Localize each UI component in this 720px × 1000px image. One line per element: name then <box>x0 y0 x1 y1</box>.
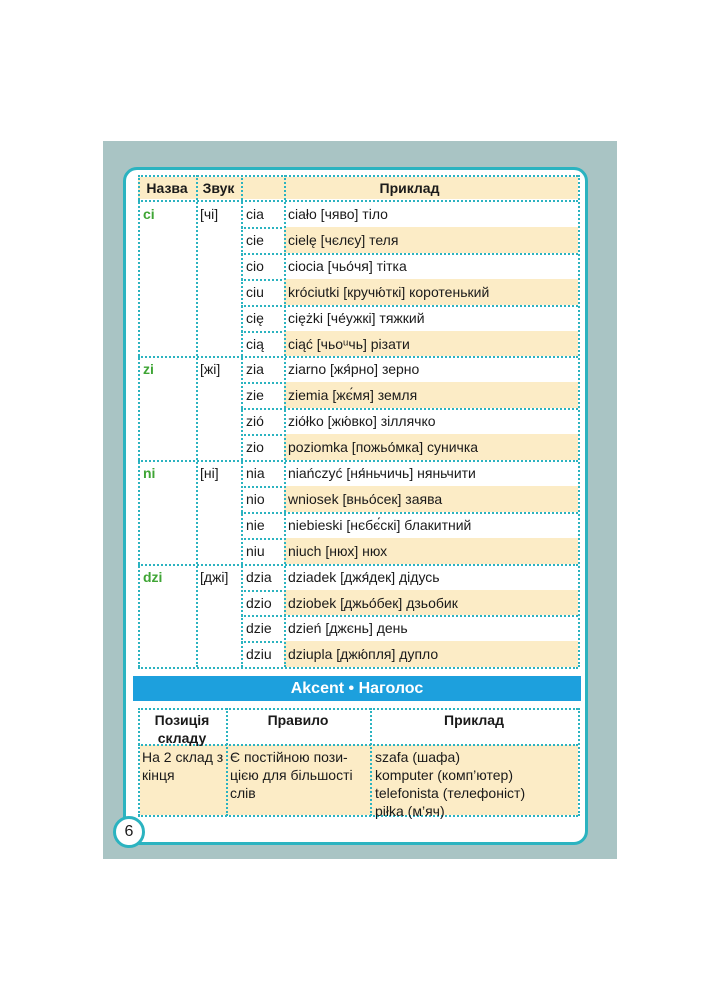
example-text: dziadek [джя́дек] дідусь <box>288 568 440 585</box>
divider <box>226 708 228 816</box>
syllable: nia <box>246 465 265 481</box>
example-text: cielę [чєлєу] теля <box>288 231 399 248</box>
example-text: ciało [чяво] тіло <box>288 206 388 222</box>
accent-header-rule: Правило <box>267 712 329 728</box>
accent-rule: Є постійною пози-цією для більшості слів <box>230 749 353 801</box>
syllable: zió <box>246 413 264 430</box>
row-divider <box>241 512 578 514</box>
accent-title: Akcent • Наголос <box>133 676 581 701</box>
accent-example: komputer (комп’ютер) <box>375 767 513 783</box>
column-divider <box>196 175 198 667</box>
example-text: niuch [нюх] нюх <box>288 542 388 559</box>
top-divider <box>138 175 578 177</box>
row-divider <box>241 408 578 410</box>
syllable: zio <box>246 439 264 456</box>
syllable: dziu <box>246 646 272 663</box>
syllable: cię <box>246 309 264 326</box>
example-text: ciąć [чьоᵘчь] різати <box>288 335 410 352</box>
divider <box>370 708 372 816</box>
syllable: ciu <box>246 283 264 300</box>
row-divider <box>241 253 578 255</box>
syllable: cie <box>246 231 264 248</box>
group-divider <box>138 460 578 462</box>
column-divider <box>578 175 580 667</box>
header-name: Назва <box>146 180 188 196</box>
example-text: wniosek [вньо́сек] заява <box>288 490 443 507</box>
syllable: cia <box>246 206 264 222</box>
divider <box>138 708 578 710</box>
column-divider <box>284 175 286 667</box>
accent-example: piłka (м’яч) <box>375 803 445 819</box>
group-sound: [жі] <box>200 361 221 378</box>
group-name: ni <box>143 465 156 481</box>
syllable: dzia <box>246 568 272 585</box>
syllable: zia <box>246 361 264 378</box>
group-divider <box>138 564 578 566</box>
example-text: dziupla [джю́пля] дупло <box>288 646 439 663</box>
example-text: niańczyć [ня́ньчичь] няньчити <box>288 465 476 481</box>
example-text: ziółko [жю́вко] зіллячко <box>288 413 436 430</box>
example-text: ciężki [че́ужкі] тяжкий <box>288 309 425 326</box>
divider <box>138 708 140 816</box>
divider <box>578 708 580 816</box>
group-name: dzi <box>143 568 163 585</box>
group-name: ci <box>143 206 155 222</box>
syllable: nio <box>246 490 265 507</box>
example-text: króciutki [кручю́ткі] коротенький <box>288 283 490 300</box>
row-divider <box>241 305 578 307</box>
syllable: niu <box>246 542 265 559</box>
example-text: ciocia [чьо́чя] тітка <box>288 257 407 274</box>
page-number: 6 <box>113 816 145 848</box>
accent-examples <box>375 748 575 820</box>
row-divider <box>241 615 578 617</box>
group-sound: [джі] <box>200 568 229 585</box>
group-divider <box>138 356 578 358</box>
group-name: zi <box>143 361 154 378</box>
header-sound: Звук <box>202 180 235 196</box>
accent-example: szafa (шафа) <box>375 749 460 765</box>
example-text: poziomka [пожьо́мка] суничка <box>288 439 479 456</box>
syllable: cią <box>246 335 264 352</box>
syllable: zie <box>246 387 264 404</box>
example-text: niebieski [нєбє́скі] блакитний <box>288 516 472 533</box>
syllable: dzie <box>246 620 272 637</box>
accent-header-example: Приклад <box>444 712 504 728</box>
accent-example: telefonista (телефоніст) <box>375 785 526 801</box>
example-text: dzień [джєнь] день <box>288 620 408 637</box>
group-sound: [ні] <box>200 465 219 481</box>
example-text: ziemia [жє́мя] земля <box>288 387 418 404</box>
column-divider <box>241 175 243 667</box>
example-text: dziobek [джьо́бек] дзьобик <box>288 594 458 611</box>
group-divider <box>138 667 578 669</box>
header-divider <box>138 200 578 202</box>
accent-position: На 2 склад з кінця <box>142 749 224 783</box>
example-text: ziarno [жя́рно] зерно <box>288 361 420 378</box>
syllable: dzio <box>246 594 272 611</box>
header-example: Приклад <box>379 180 440 196</box>
accent-header-position: Позиція складу <box>154 712 210 746</box>
column-divider <box>138 175 140 667</box>
syllable: nie <box>246 516 265 533</box>
group-sound: [чі] <box>200 206 219 222</box>
syllable: cio <box>246 257 264 274</box>
